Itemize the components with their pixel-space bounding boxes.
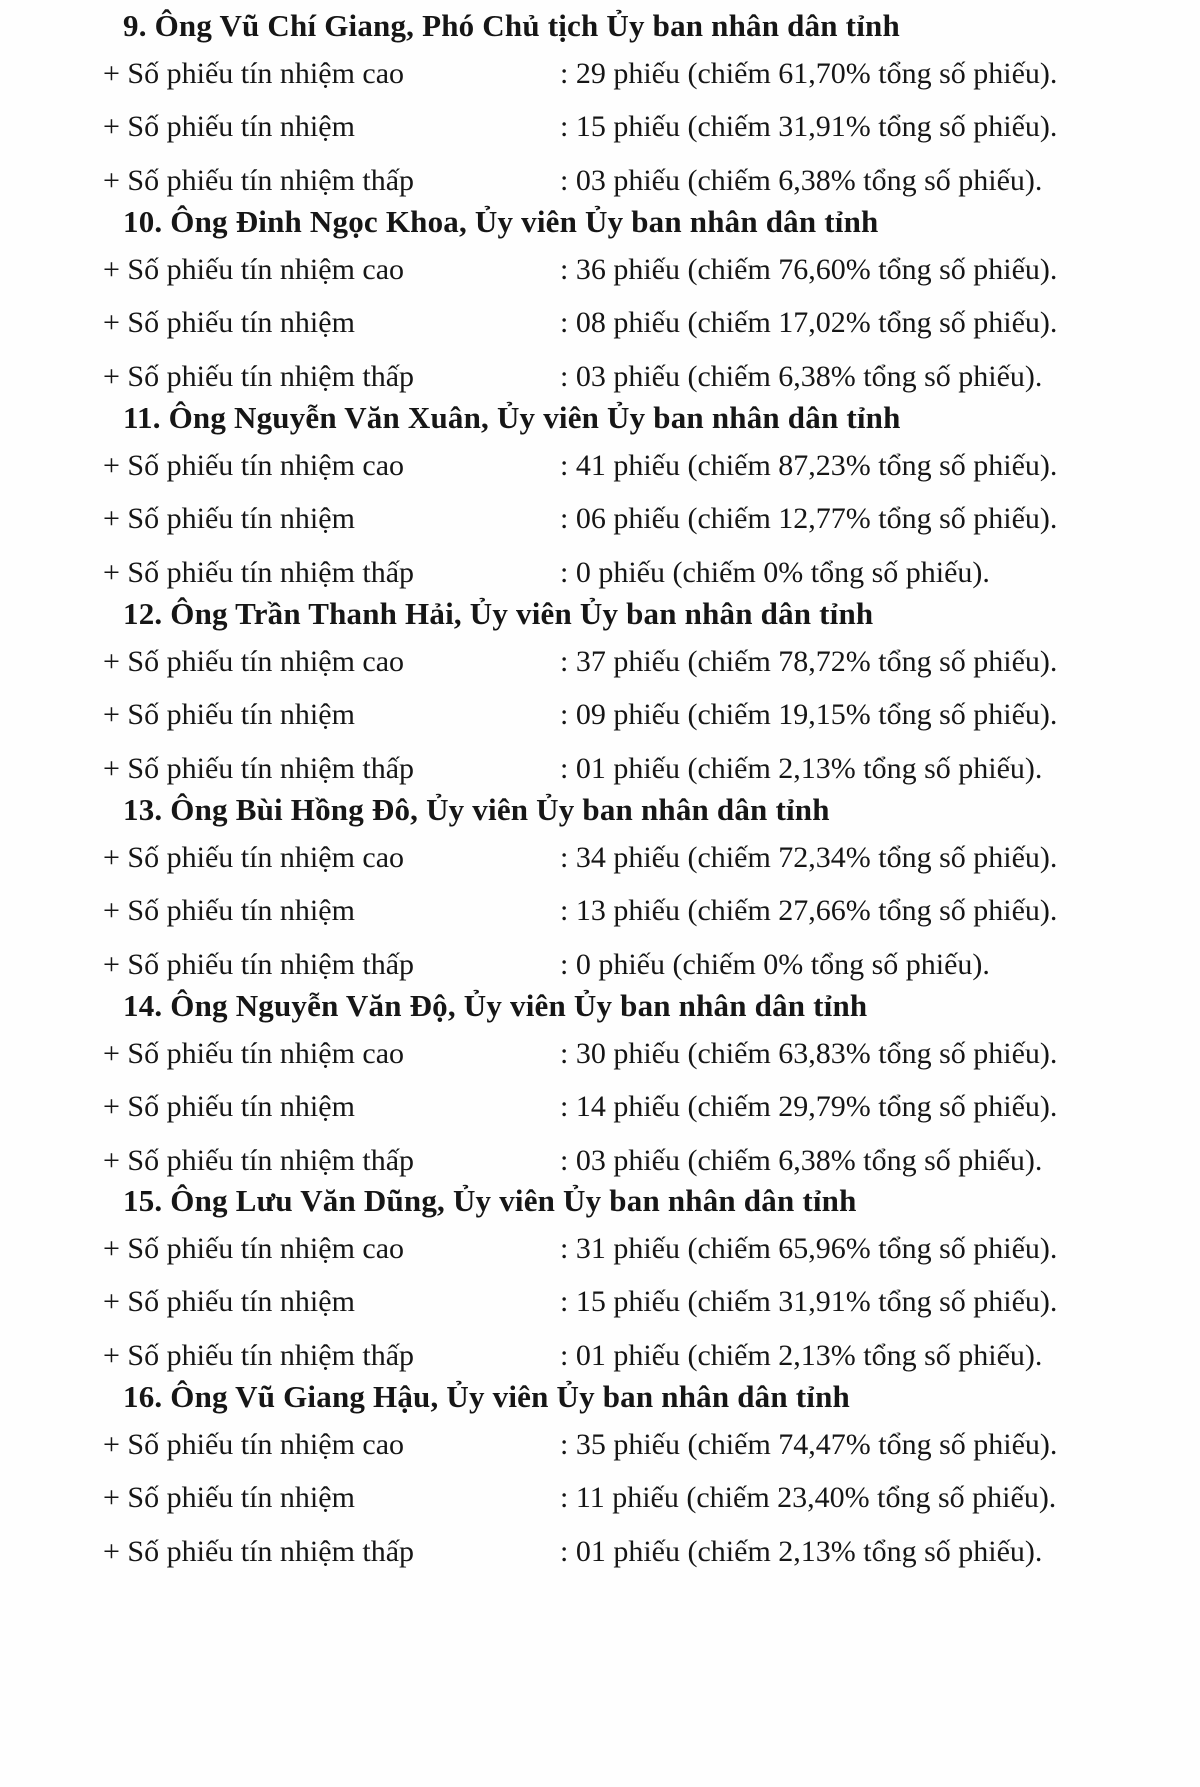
vote-value: : 41 phiếu (chiếm 87,23% tổng số phiếu). bbox=[560, 449, 1058, 482]
vote-row-medium bbox=[103, 1282, 1163, 1322]
vote-row-high bbox=[103, 1229, 1163, 1269]
vote-row-low bbox=[103, 1336, 1163, 1376]
vote-row-high bbox=[103, 1034, 1163, 1074]
vote-value: : 37 phiếu (chiếm 78,72% tổng số phiếu). bbox=[560, 645, 1058, 678]
vote-value: : 01 phiếu (chiếm 2,13% tổng số phiếu). bbox=[560, 1339, 1043, 1372]
section-heading: 11. Ông Nguyễn Văn Xuân, Ủy viên Ủy ban nhân dân tỉnh bbox=[123, 400, 901, 435]
vote-value: : 34 phiếu (chiếm 72,34% tổng số phiếu). bbox=[560, 841, 1058, 874]
vote-value: : 0 phiếu (chiếm 0% tổng số phiếu). bbox=[560, 556, 990, 589]
vote-section-11 bbox=[0, 392, 1200, 615]
vote-label: + Số phiếu tín nhiệm cao bbox=[103, 253, 405, 286]
vote-label: + Số phiếu tín nhiệm cao bbox=[103, 449, 405, 482]
section-heading: 10. Ông Đinh Ngọc Khoa, Ủy viên Ủy ban nhân dân tỉnh bbox=[123, 204, 879, 239]
vote-value: : 30 phiếu (chiếm 63,83% tổng số phiếu). bbox=[560, 1037, 1058, 1070]
vote-value: : 29 phiếu (chiếm 61,70% tổng số phiếu). bbox=[560, 57, 1058, 90]
vote-row-high bbox=[103, 838, 1163, 878]
vote-row-medium bbox=[103, 1087, 1163, 1127]
vote-row-low bbox=[103, 161, 1163, 201]
vote-section-10 bbox=[0, 196, 1200, 419]
vote-label: + Số phiếu tín nhiệm thấp bbox=[103, 164, 415, 197]
vote-value: : 11 phiếu (chiếm 23,40% tổng số phiếu). bbox=[560, 1481, 1057, 1514]
vote-label: + Số phiếu tín nhiệm thấp bbox=[103, 360, 415, 393]
vote-value: : 0 phiếu (chiếm 0% tổng số phiếu). bbox=[560, 948, 990, 981]
vote-label: + Số phiếu tín nhiệm cao bbox=[103, 1232, 405, 1265]
section-heading: 13. Ông Bùi Hồng Đô, Ủy viên Ủy ban nhân dân tỉnh bbox=[123, 792, 830, 827]
vote-row-low bbox=[103, 749, 1163, 789]
vote-row-medium bbox=[103, 499, 1163, 539]
vote-label: + Số phiếu tín nhiệm bbox=[103, 306, 355, 339]
vote-value: : 31 phiếu (chiếm 65,96% tổng số phiếu). bbox=[560, 1232, 1058, 1265]
vote-label: + Số phiếu tín nhiệm cao bbox=[103, 1428, 405, 1461]
section-heading: 14. Ông Nguyễn Văn Độ, Ủy viên Ủy ban nhân dân tỉnh bbox=[123, 988, 868, 1023]
section-heading: 9. Ông Vũ Chí Giang, Phó Chủ tịch Ủy ban nhân dân tỉnh bbox=[123, 8, 900, 43]
vote-section-12 bbox=[0, 588, 1200, 811]
vote-label: + Số phiếu tín nhiệm bbox=[103, 698, 355, 731]
vote-label: + Số phiếu tín nhiệm bbox=[103, 1481, 355, 1514]
vote-row-high bbox=[103, 54, 1163, 94]
vote-label: + Số phiếu tín nhiệm thấp bbox=[103, 1339, 415, 1372]
vote-row-medium bbox=[103, 695, 1163, 735]
vote-label: + Số phiếu tín nhiệm thấp bbox=[103, 752, 415, 785]
vote-row-high bbox=[103, 642, 1163, 682]
vote-value: : 01 phiếu (chiếm 2,13% tổng số phiếu). bbox=[560, 752, 1043, 785]
vote-label: + Số phiếu tín nhiệm thấp bbox=[103, 948, 415, 981]
vote-section-16 bbox=[0, 1371, 1200, 1594]
vote-value: : 36 phiếu (chiếm 76,60% tổng số phiếu). bbox=[560, 253, 1058, 286]
vote-value: : 14 phiếu (chiếm 29,79% tổng số phiếu). bbox=[560, 1090, 1058, 1123]
vote-row-low bbox=[103, 1532, 1163, 1572]
vote-label: + Số phiếu tín nhiệm bbox=[103, 1285, 355, 1318]
vote-label: + Số phiếu tín nhiệm cao bbox=[103, 1037, 405, 1070]
vote-row-medium bbox=[103, 303, 1163, 343]
vote-value: : 01 phiếu (chiếm 2,13% tổng số phiếu). bbox=[560, 1535, 1043, 1568]
vote-value: : 13 phiếu (chiếm 27,66% tổng số phiếu). bbox=[560, 894, 1058, 927]
vote-value: : 03 phiếu (chiếm 6,38% tổng số phiếu). bbox=[560, 164, 1043, 197]
vote-value: : 03 phiếu (chiếm 6,38% tổng số phiếu). bbox=[560, 1144, 1043, 1177]
vote-section-9 bbox=[0, 0, 1200, 223]
vote-row-low bbox=[103, 553, 1163, 593]
vote-label: + Số phiếu tín nhiệm bbox=[103, 1090, 355, 1123]
vote-value: : 15 phiếu (chiếm 31,91% tổng số phiếu). bbox=[560, 110, 1058, 143]
vote-row-high bbox=[103, 250, 1163, 290]
vote-label: + Số phiếu tín nhiệm bbox=[103, 894, 355, 927]
vote-value: : 08 phiếu (chiếm 17,02% tổng số phiếu). bbox=[560, 306, 1058, 339]
section-heading: 12. Ông Trần Thanh Hải, Ủy viên Ủy ban nhân dân tỉnh bbox=[123, 596, 874, 631]
vote-value: : 35 phiếu (chiếm 74,47% tổng số phiếu). bbox=[560, 1428, 1058, 1461]
vote-row-high bbox=[103, 446, 1163, 486]
vote-label: + Số phiếu tín nhiệm cao bbox=[103, 57, 405, 90]
vote-value: : 03 phiếu (chiếm 6,38% tổng số phiếu). bbox=[560, 360, 1043, 393]
vote-label: + Số phiếu tín nhiệm bbox=[103, 502, 355, 535]
vote-label: + Số phiếu tín nhiệm bbox=[103, 110, 355, 143]
vote-row-low bbox=[103, 945, 1163, 985]
vote-value: : 09 phiếu (chiếm 19,15% tổng số phiếu). bbox=[560, 698, 1058, 731]
vote-row-medium bbox=[103, 891, 1163, 931]
vote-label: + Số phiếu tín nhiệm thấp bbox=[103, 1144, 415, 1177]
vote-section-13 bbox=[0, 784, 1200, 1007]
vote-label: + Số phiếu tín nhiệm cao bbox=[103, 841, 405, 874]
section-heading: 15. Ông Lưu Văn Dũng, Ủy viên Ủy ban nhân dân tỉnh bbox=[123, 1183, 857, 1218]
vote-value: : 06 phiếu (chiếm 12,77% tổng số phiếu). bbox=[560, 502, 1058, 535]
vote-label: + Số phiếu tín nhiệm thấp bbox=[103, 1535, 415, 1568]
vote-section-15 bbox=[0, 1175, 1200, 1398]
vote-row-low bbox=[103, 357, 1163, 397]
vote-value: : 15 phiếu (chiếm 31,91% tổng số phiếu). bbox=[560, 1285, 1058, 1318]
vote-row-medium bbox=[103, 107, 1163, 147]
vote-row-medium bbox=[103, 1478, 1163, 1518]
vote-row-high bbox=[103, 1425, 1163, 1465]
section-heading: 16. Ông Vũ Giang Hậu, Ủy viên Ủy ban nhân dân tỉnh bbox=[123, 1379, 850, 1414]
vote-label: + Số phiếu tín nhiệm thấp bbox=[103, 556, 415, 589]
vote-section-14 bbox=[0, 980, 1200, 1203]
vote-label: + Số phiếu tín nhiệm cao bbox=[103, 645, 405, 678]
